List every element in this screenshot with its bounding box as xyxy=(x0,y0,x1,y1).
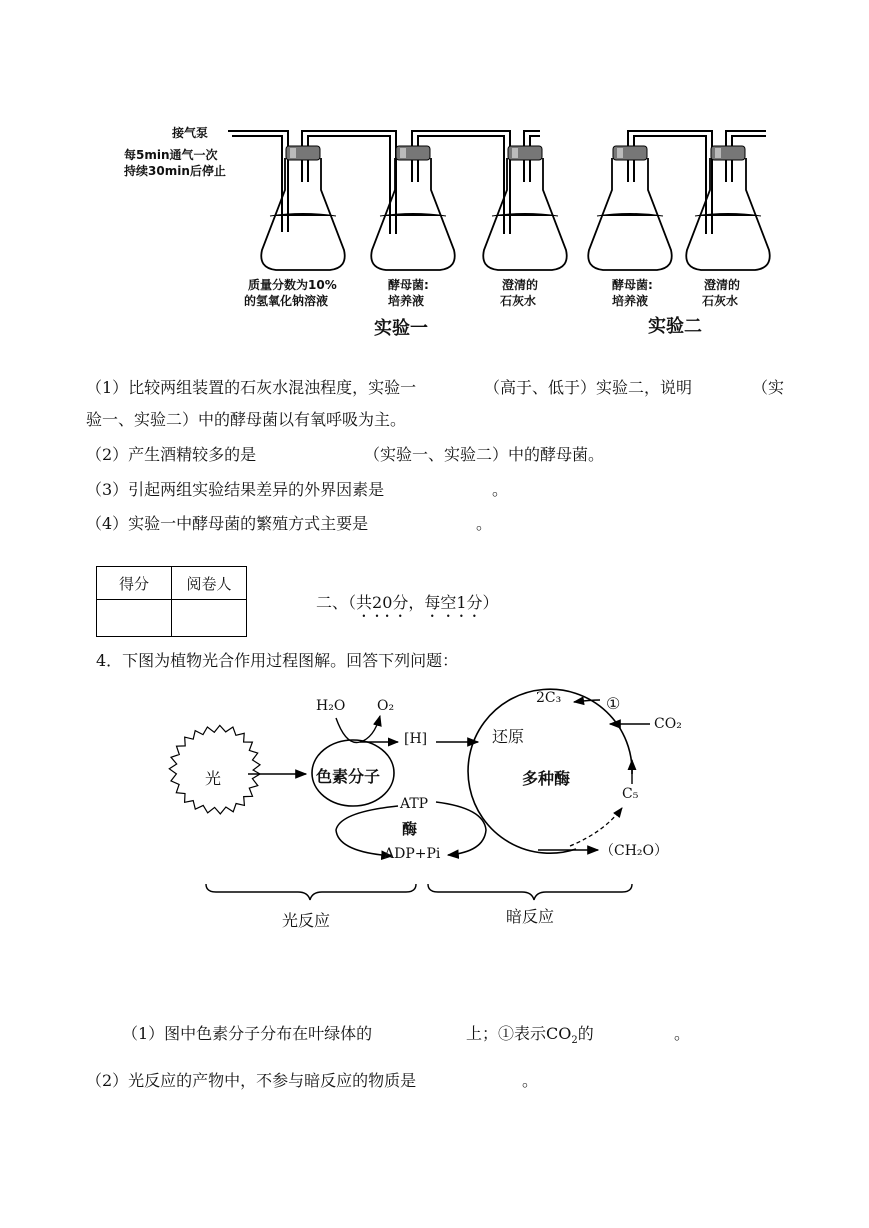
atp-label: ATP xyxy=(400,796,429,812)
pump-note-2: 持续30min后停止 xyxy=(124,164,226,178)
q3-2-part-b: （实验一、实验二）中的酵母菌。 xyxy=(364,445,605,464)
c3-label: 2C₃ xyxy=(536,690,562,706)
adp-label: ADP+Pi xyxy=(384,846,441,862)
pump-note-1: 每5min通气一次 xyxy=(124,148,218,162)
q3-4-part-b: 。 xyxy=(476,514,493,533)
flask2-label-1: 酵母菌: xyxy=(388,278,429,292)
flask2-label-2: 培养液 xyxy=(388,294,425,308)
h2o-label: H₂O xyxy=(316,698,346,714)
q4-1-part-b xyxy=(466,1023,594,1052)
flask5-label-1: 澄清的 xyxy=(704,278,741,292)
q3-4-part-a: （4）实验一中酵母菌的繁殖方式主要是 xyxy=(86,514,369,533)
section-two-number: 二、 xyxy=(316,593,349,612)
score-table xyxy=(96,566,247,637)
grader-cell[interactable] xyxy=(172,600,247,637)
q3-1-part-d: 验一、实验二）中的酵母菌以有氧呼吸为主。 xyxy=(86,410,407,429)
q4-1-of-text: 的 xyxy=(577,1024,594,1043)
ch2o-label: （CH₂O） xyxy=(600,843,669,859)
experiment-one-label: 实验一 xyxy=(374,318,428,339)
q4-1-part-d: 。 xyxy=(674,1024,691,1043)
experiment-two-label: 实验二 xyxy=(648,316,702,337)
photosynthesis-diagram xyxy=(0,680,869,940)
pigment-label: 色素分子 xyxy=(316,767,381,786)
circled-one-label: ① xyxy=(606,694,621,713)
flask4-label-2: 培养液 xyxy=(612,294,649,308)
q3-1-part-a: （1）比较两组装置的石灰水混浊程度，实验一 xyxy=(86,378,417,397)
enzymes-label: 多种酶 xyxy=(522,769,571,788)
grader-header: 阅卷人 xyxy=(172,567,247,600)
q4-1-part-a: （1）图中色素分子分布在叶绿体的 xyxy=(122,1024,373,1043)
light-label: 光 xyxy=(205,769,222,788)
enzyme-label: 酶 xyxy=(402,820,418,838)
q4-2-part-b: 。 xyxy=(522,1071,539,1090)
score-header: 得分 xyxy=(97,567,172,600)
q4-1-co2-text: 上；①表示CO xyxy=(466,1024,572,1043)
q4-1-co2-subscript: 2 xyxy=(571,1035,578,1047)
flask3-label-1: 澄清的 xyxy=(502,278,539,292)
light-reaction-label: 光反应 xyxy=(282,911,331,930)
reduce-label: 还原 xyxy=(492,727,525,746)
o2-label: O₂ xyxy=(377,698,395,714)
section-two-points: （共20分，每空1分） xyxy=(348,593,499,612)
score-cell[interactable] xyxy=(97,600,172,637)
q3-1-part-c: （实 xyxy=(752,378,785,397)
q3-3-part-a: （3）引起两组实验结果差异的外界因素是 xyxy=(86,480,385,499)
q3-1-part-b: （高于、低于）实验二，说明 xyxy=(484,378,693,397)
flask5-label-2: 石灰水 xyxy=(702,294,739,308)
c5-label: C₅ xyxy=(622,786,639,802)
h-label: [H] xyxy=(404,731,428,747)
q4-stem: 4．下图为植物光合作用过程图解。回答下列问题： xyxy=(96,651,459,670)
flask1-label-2: 的氢氧化钠溶液 xyxy=(244,294,329,308)
flask1-label-1: 质量分数为10% xyxy=(248,278,337,292)
section-two-title xyxy=(316,592,499,621)
flask4-label-1: 酵母菌: xyxy=(612,278,653,292)
pump-label: 接气泵 xyxy=(172,126,209,140)
co2-label: CO₂ xyxy=(654,716,682,732)
q3-2-part-a: （2）产生酒精较多的是 xyxy=(86,445,257,464)
flask3-label-2: 石灰水 xyxy=(500,294,537,308)
q3-3-part-b: 。 xyxy=(492,480,509,499)
dark-reaction-label: 暗反应 xyxy=(506,907,555,926)
q4-2-part-a: （2）光反应的产物中，不参与暗反应的物质是 xyxy=(86,1071,417,1090)
